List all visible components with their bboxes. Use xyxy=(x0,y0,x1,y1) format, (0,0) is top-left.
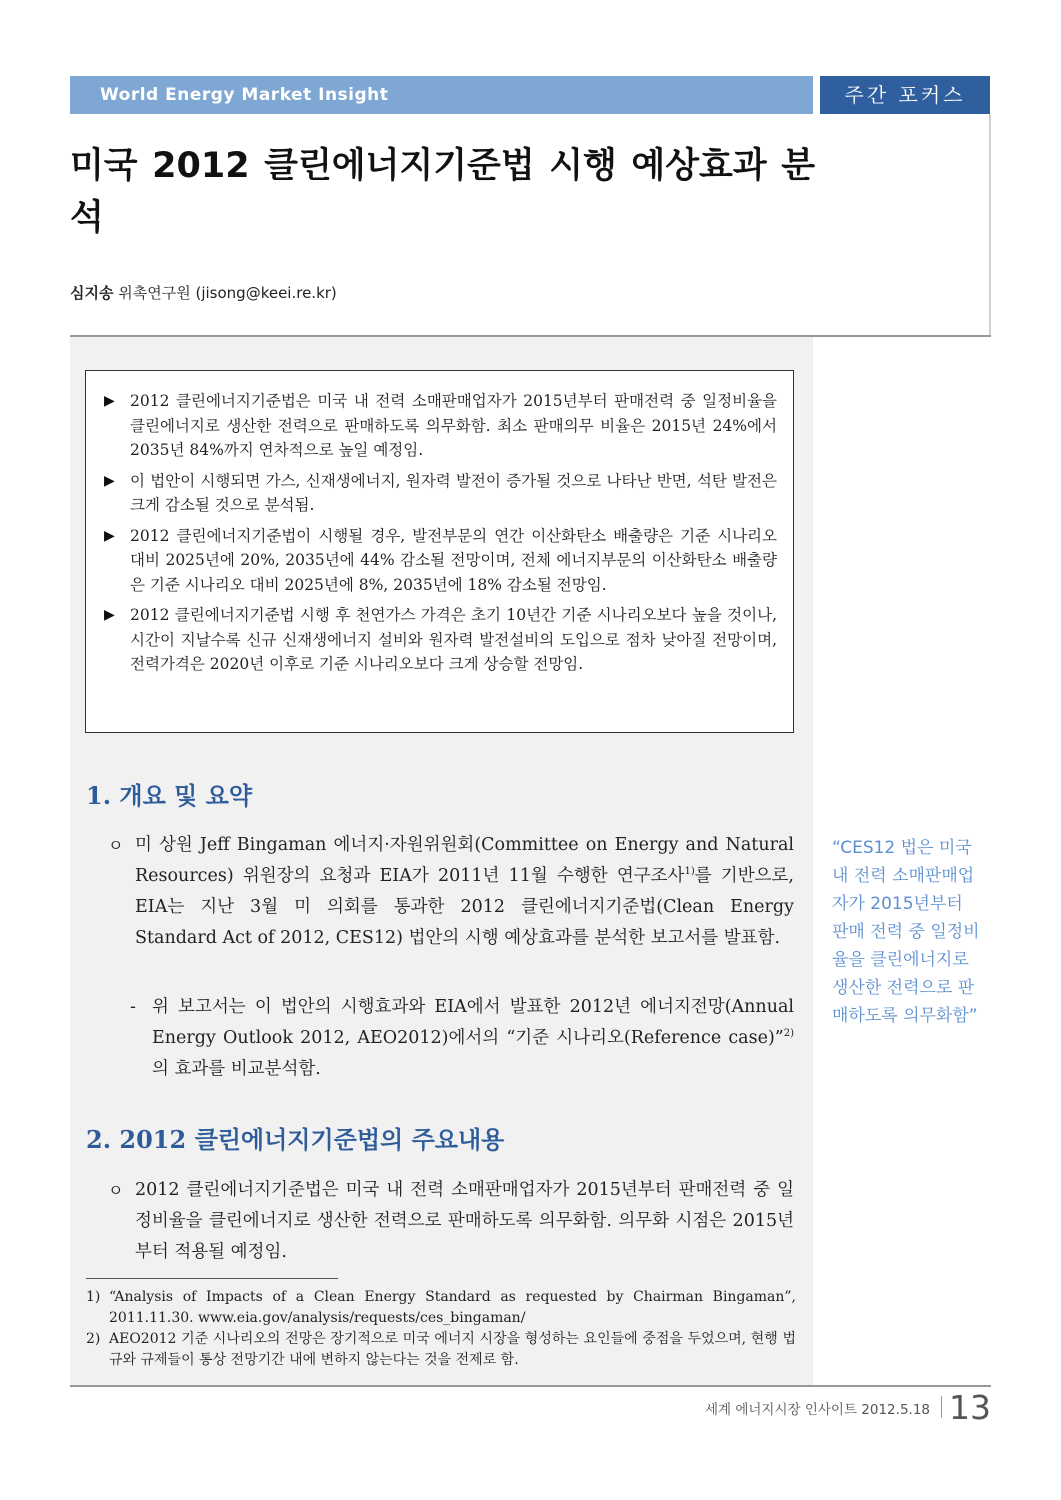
section-1-heading: 1. 개요 및 요약 xyxy=(86,781,253,810)
section-1-subparagraph: - 위 보고서는 이 법안의 시행효과와 EIA에서 발표한 2012년 에너지전망(Annual Energy Outlook 2012, AEO2012)에서의 “기준 시나리오(Reference case)”$^{2)}$의 효과를 비교분석함. xyxy=(130,992,794,1085)
summary-text: 2012 클린에너지기준법이 시행될 경우, 발전부문의 연간 이산화탄소 배출량은 기준 시나리오 대비 2025년에 20%, 2035년에 44% 감소될 전망이며, 전체 에너지부문의 이산화탄소 배출량은 기준 시나리오 대비 2025년에 8%, 2035년에 18% 감소될 전망임. xyxy=(130,526,777,594)
footnote-divider xyxy=(86,1278,338,1279)
summary-text: 2012 클린에너지기준법은 미국 내 전력 소매판매업자가 2015년부터 판매전력 중 일정비율을 클린에너지로 생산한 전력으로 판매하도록 의무화함. 최소 판매의무 비율은 2015년 24%에서 2035년 84%까지 연차적으로 높일 예정임. xyxy=(130,392,777,459)
summary-text: 이 법안이 시행되면 가스, 신재생에너지, 원자력 발전이 증가될 것으로 나타난 반면, 석탄 발전은 크게 감소될 것으로 분석됨. xyxy=(130,471,777,514)
dash-bullet: - xyxy=(130,997,136,1017)
page-number: 13 xyxy=(949,1388,991,1427)
footnote-ref-1: 1) xyxy=(684,866,695,878)
circle-bullet: ㅇ xyxy=(108,836,124,855)
right-vertical-rule xyxy=(989,114,991,336)
circle-bullet: ㅇ xyxy=(108,1181,124,1200)
summary-text: 2012 클린에너지기준법 시행 후 천연가스 가격은 초기 10년간 기준 시나리오보다 높을 것이나, 시간이 지날수록 신규 신재생에너지 설비와 원자력 발전설비의 도입으로 점차 낮아질 전망이며, 전력가격은 2020년 이후로 기준 시나리오보다 크게 상승할 전망임. xyxy=(130,606,777,673)
footnotes xyxy=(86,1287,796,1371)
summary-item xyxy=(104,469,777,518)
summary-item xyxy=(104,389,777,463)
author-line xyxy=(70,282,337,303)
bottom-divider xyxy=(70,1385,991,1387)
triangle-bullet-icon: ▶ xyxy=(104,393,115,409)
triangle-bullet-icon: ▶ xyxy=(104,607,115,623)
author-name: 심지송 xyxy=(70,284,114,302)
section-2-paragraph: ㅇ 2012 클린에너지기준법은 미국 내 전력 소매판매업자가 2015년부터 판매전력 중 일정비율을 클린에너지로 생산한 전력으로 판매하도록 의무화함. 의무화 시점은 2015년부터 적용될 예정임. xyxy=(108,1175,794,1268)
series-banner: World Energy Market Insight xyxy=(70,76,813,114)
author-role-email: 위촉연구원 (jisong@keei.re.kr) xyxy=(118,284,337,302)
summary-item xyxy=(104,603,777,677)
footer-publication: 세계 에너지시장 인사이트 2012.5.18 xyxy=(704,1402,930,1418)
section-2-heading: 2. 2012 클린에너지기준법의 주요내용 xyxy=(86,1125,505,1154)
section-tag: 주간 포커스 xyxy=(820,76,990,114)
page-title: 미국 2012 클린에너지기준법 시행 예상효과 분석 xyxy=(70,146,815,238)
triangle-bullet-icon: ▶ xyxy=(104,527,115,544)
footnote-ref-2: 2) xyxy=(783,1028,794,1040)
triangle-bullet-icon: ▶ xyxy=(104,472,115,489)
footnote: 1) “Analysis of Impacts of a Clean Energy Standard as requested by Chairman Bingaman”, 2011.11.30. www.eia.gov/analysis/requests/ces_bingaman/ xyxy=(86,1289,796,1326)
footnote: 2) AEO2012 기준 시나리오의 전망은 장기적으로 미국 에너지 시장을 형성하는 요인들에 중점을 두었으며, 현행 법규와 규제들이 통상 전망기간 내에 변하지 않는다는 것을 전제로 함. xyxy=(86,1331,796,1368)
summary-box xyxy=(85,370,794,733)
section-1-paragraph: ㅇ 미 상원 Jeff Bingaman 에너지·자원위원회(Committee on Energy and Natural Resources) 위원장의 요청과 EIA가 2011년 11월 수행한 연구조사$^{1)}$를 기반으로, EIA는 지난 3월 미 의회를 통과한 2012 클린에너지기준법(Clean Energy Standard Act of 2012, CES12) 법안의 시행 예상효과를 분석한 보고서를 발표함. xyxy=(108,830,794,954)
footer-separator xyxy=(941,1396,942,1418)
pull-quote: “CES12 법은 미국 내 전력 소매판매업자가 2015년부터 판매 전력 중 일정비율을 클린에너지로 생산한 전력으로 판매하도록 의무화함” xyxy=(832,838,980,1026)
summary-item xyxy=(104,524,777,598)
